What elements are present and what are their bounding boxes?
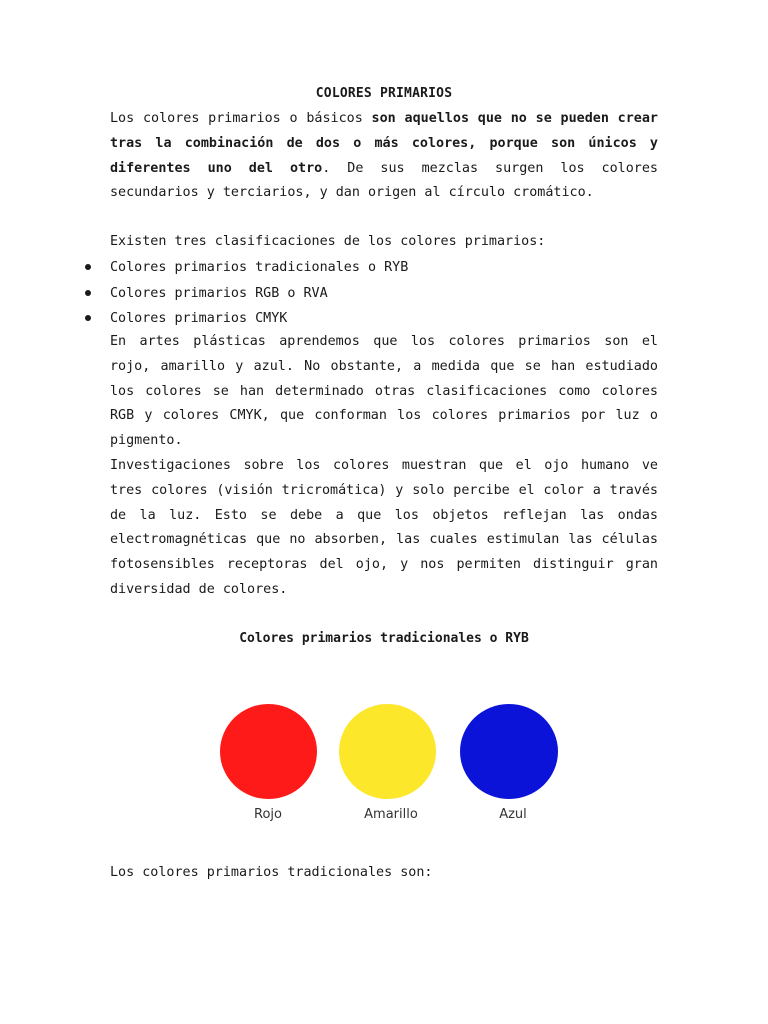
yellow-circle-swatch bbox=[339, 704, 436, 799]
classification-list bbox=[0, 255, 768, 332]
investigaciones-paragraph: Investigaciones sobre los colores muestran que el ojo humano ve tres colores (visión tricromática) y solo percibe el color a través de la luz. Esto se debe a que los objetos reflejan las ondas electromagnéticas que no absorben, las cuales estimulan las células fotosensibles receptoras del ojo, y nos permiten distinguir gran diversidad de colores. bbox=[110, 458, 658, 597]
swatch-label-red: Rojo bbox=[254, 807, 282, 822]
section-title: Colores primarios tradicionales o RYB bbox=[239, 631, 529, 646]
list-item bbox=[0, 281, 768, 307]
list-item-text: Colores primarios tradicionales o RYB bbox=[110, 260, 409, 275]
intro-text-start: Los colores primarios o básicos bbox=[110, 111, 372, 126]
intro-bold-text: son aquellos que no se pueden crear tras la combinación de dos o más colores, porque son únicos y diferentes uno del otro bbox=[110, 111, 658, 176]
closing-line: Los colores primarios tradicionales son: bbox=[110, 865, 433, 880]
bullet-icon bbox=[85, 315, 91, 321]
classifications-intro: Existen tres clasificaciones de los colores primarios: bbox=[110, 234, 546, 249]
bullet-icon bbox=[85, 264, 91, 270]
list-item bbox=[0, 255, 768, 281]
intro-text-end: . De sus mezclas surgen los colores secundarios y terciarios, y dan origen al círculo cromático. bbox=[110, 160, 658, 201]
artes-paragraph: En artes plásticas aprendemos que los colores primarios son el rojo, amarillo y azul. No obstante, a medida que se han estudiado los colores se han determinado otras clasificaciones como colores RGB y colores CMYK, que conforman los colores primarios por luz o pigmento. bbox=[110, 334, 658, 448]
intro-paragraph bbox=[110, 107, 658, 206]
list-item-text: Colores primarios CMYK bbox=[110, 311, 288, 326]
list-item bbox=[0, 306, 768, 332]
list-item-text: Colores primarios RGB o RVA bbox=[110, 285, 328, 301]
blue-circle-swatch bbox=[460, 704, 558, 799]
red-circle-swatch bbox=[220, 704, 317, 799]
swatch-label-blue: Azul bbox=[499, 807, 527, 822]
document-title: COLORES PRIMARIOS bbox=[315, 86, 453, 101]
bullet-icon bbox=[85, 290, 91, 296]
swatch-label-yellow: Amarillo bbox=[364, 807, 418, 822]
